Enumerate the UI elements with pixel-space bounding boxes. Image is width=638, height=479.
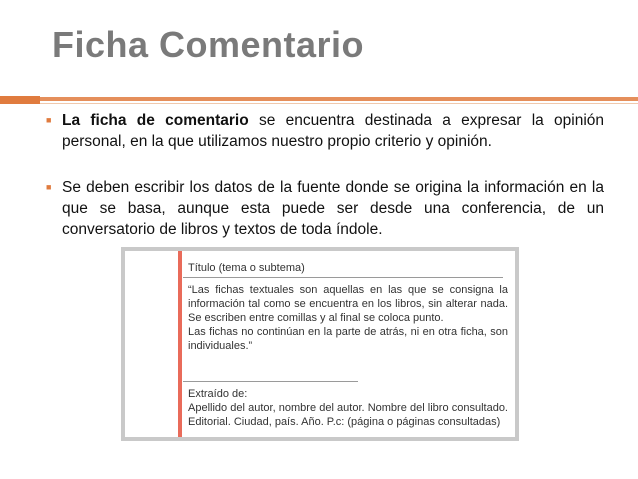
card-extracted-text: Apellido del autor, nombre del autor. Nombre del libro consultado. Editorial. Ciudad, país. Año. P.c: (página o páginas consultadas): [188, 402, 508, 428]
card-red-margin: [178, 251, 182, 437]
card-rule: [183, 381, 358, 382]
paragraph-definition: [62, 110, 604, 152]
index-card-image: [121, 247, 519, 441]
card-quote-line-2: Las fichas no continúan en la parte de atrás, ni en otra ficha, son individuales.”: [188, 326, 508, 352]
card-extracted-label: Extraído de:: [188, 388, 248, 400]
card-rule: [183, 277, 503, 278]
paragraph-definition-bold: La ficha de comentario: [62, 112, 249, 129]
card-quote-line-1: “Las fichas textuales son aquellas en las que se consigna la información tal como se encuentra en los libros, sin alterar nada. Se escriben entre comillas y al final se coloca punto.: [188, 284, 508, 324]
slide-title: Ficha Comentario: [52, 24, 365, 65]
square-bullet-icon: ■: [46, 182, 52, 192]
paragraph-definition-text: se encuentra destinada a expresar la opinión personal, en la que utilizamos nuestro propio criterio y opinión.: [62, 112, 605, 150]
paragraph-source: Se deben escribir los datos de la fuente donde se origina la información en la que se basa, aunque esta puede ser desde una conferencia, de un conversatorio de libros y textos de toda índole.: [62, 179, 604, 238]
title-underline: [40, 97, 638, 101]
square-bullet-icon: ■: [46, 115, 52, 125]
card-quote: [188, 283, 508, 353]
title-underline-accent: [0, 96, 40, 104]
title-underline-shadow: [40, 103, 638, 104]
card-title: Título (tema o subtema): [188, 262, 305, 274]
card-extracted: [188, 387, 508, 429]
